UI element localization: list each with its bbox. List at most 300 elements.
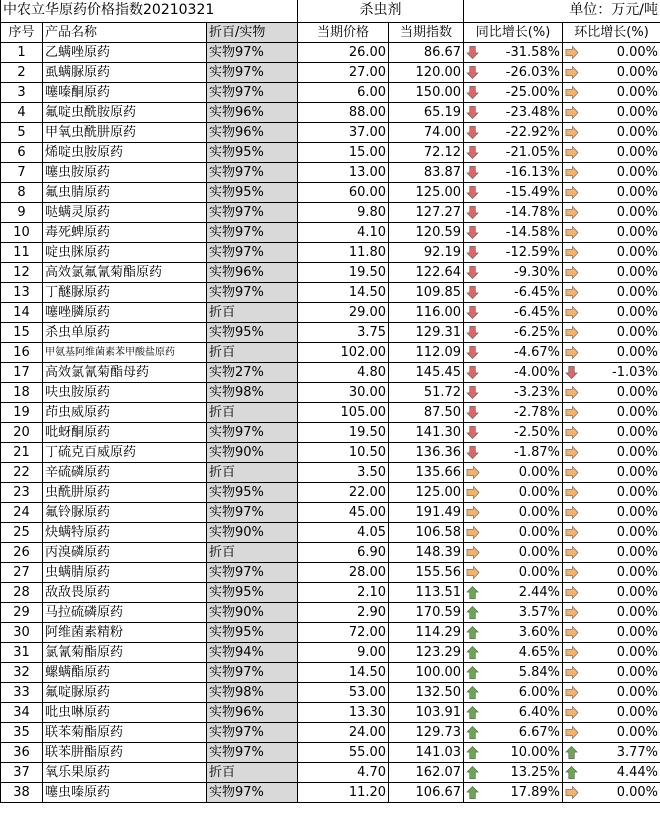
up-arrow-icon	[466, 605, 480, 620]
row-index: 38	[1, 782, 43, 802]
yoy-change-value: -9.30%	[514, 264, 561, 280]
product-unit: 实物95%	[207, 622, 298, 642]
row-index: 29	[1, 602, 43, 622]
mom-change	[563, 782, 660, 802]
yoy-change	[464, 382, 563, 402]
yoy-change	[464, 782, 563, 802]
product-name: 乙螨唑原药	[43, 42, 207, 62]
yoy-change	[464, 502, 563, 522]
product-unit: 折百	[207, 302, 298, 322]
product-name: 哒螨灵原药	[43, 202, 207, 222]
current-index: 145.45	[389, 362, 464, 382]
right-arrow-icon	[565, 265, 579, 280]
header-yoy: 同比增长(%)	[464, 22, 563, 42]
current-price: 53.00	[298, 682, 389, 702]
mom-change	[563, 62, 660, 82]
yoy-change	[464, 622, 563, 642]
current-price: 3.75	[298, 322, 389, 342]
product-unit: 实物97%	[207, 662, 298, 682]
current-index: 83.87	[389, 162, 464, 182]
row-index: 17	[1, 362, 43, 382]
product-unit: 实物97%	[207, 42, 298, 62]
table-row	[1, 342, 660, 362]
mom-change	[563, 262, 660, 282]
table-row	[1, 742, 660, 762]
current-index: 65.19	[389, 102, 464, 122]
table-row	[1, 202, 660, 222]
product-name: 螺螨酯原药	[43, 662, 207, 682]
up-arrow-icon	[466, 765, 480, 780]
current-index: 72.12	[389, 142, 464, 162]
yoy-change-value: 0.00%	[518, 484, 561, 500]
down-arrow-icon	[466, 205, 480, 220]
current-price: 45.00	[298, 502, 389, 522]
down-arrow-icon	[466, 345, 480, 360]
mom-change-value: 0.00%	[616, 624, 659, 640]
yoy-change	[464, 582, 563, 602]
current-index: 109.85	[389, 282, 464, 302]
mom-change	[563, 422, 660, 442]
product-unit: 实物98%	[207, 682, 298, 702]
current-price: 6.90	[298, 542, 389, 562]
table-row	[1, 622, 660, 642]
mom-change-value: 0.00%	[616, 144, 659, 160]
table-row	[1, 462, 660, 482]
row-index: 33	[1, 682, 43, 702]
product-name: 敌敌畏原药	[43, 582, 207, 602]
yoy-change	[464, 222, 563, 242]
mom-change	[563, 602, 660, 622]
product-name: 联苯肼酯原药	[43, 742, 207, 762]
current-price: 3.50	[298, 462, 389, 482]
current-index: 141.03	[389, 742, 464, 762]
mom-change-value: 0.00%	[616, 84, 659, 100]
table-row	[1, 102, 660, 122]
right-arrow-icon	[565, 585, 579, 600]
product-unit: 实物97%	[207, 282, 298, 302]
header-row	[1, 22, 660, 42]
yoy-change	[464, 642, 563, 662]
table-row	[1, 242, 660, 262]
mom-change-value: 0.00%	[616, 784, 659, 800]
current-price: 88.00	[298, 102, 389, 122]
table-row	[1, 422, 660, 442]
down-arrow-icon	[466, 185, 480, 200]
right-arrow-icon	[565, 465, 579, 480]
current-price: 10.50	[298, 442, 389, 462]
table-row	[1, 62, 660, 82]
current-index: 87.50	[389, 402, 464, 422]
yoy-change-value: -21.05%	[505, 144, 561, 160]
right-arrow-icon	[466, 465, 480, 480]
product-name: 氯氰菊酯原药	[43, 642, 207, 662]
product-name: 虫螨腈原药	[43, 562, 207, 582]
table-row	[1, 402, 660, 422]
yoy-change-value: 10.00%	[510, 744, 561, 760]
yoy-change-value: 0.00%	[518, 564, 561, 580]
current-index: 106.67	[389, 782, 464, 802]
mom-change	[563, 222, 660, 242]
current-price: 29.00	[298, 302, 389, 322]
current-price: 24.00	[298, 722, 389, 742]
yoy-change-value: -15.49%	[505, 184, 561, 200]
right-arrow-icon	[466, 565, 480, 580]
table-row	[1, 182, 660, 202]
yoy-change-value: -22.92%	[505, 124, 561, 140]
table-row	[1, 582, 660, 602]
product-name: 吡虫啉原药	[43, 702, 207, 722]
current-price: 19.50	[298, 262, 389, 282]
mom-change	[563, 582, 660, 602]
row-index: 19	[1, 402, 43, 422]
mom-change-value: 0.00%	[616, 344, 659, 360]
row-index: 14	[1, 302, 43, 322]
product-unit: 实物97%	[207, 242, 298, 262]
current-price: 13.00	[298, 162, 389, 182]
product-name: 甲氧虫酰肼原药	[43, 122, 207, 142]
product-unit: 实物95%	[207, 582, 298, 602]
mom-change	[563, 382, 660, 402]
mom-change-value: 0.00%	[616, 244, 659, 260]
yoy-change-value: 0.00%	[518, 464, 561, 480]
yoy-change	[464, 682, 563, 702]
up-arrow-icon	[466, 745, 480, 760]
product-name: 啶虫脒原药	[43, 242, 207, 262]
row-index: 1	[1, 42, 43, 62]
mom-change	[563, 342, 660, 362]
mom-change-value: 0.00%	[616, 204, 659, 220]
product-unit: 实物97%	[207, 202, 298, 222]
down-arrow-icon	[466, 325, 480, 340]
category-label: 杀虫剂	[298, 0, 464, 22]
product-name: 甲氨基阿维菌素苯甲酸盐原药	[43, 342, 207, 362]
table-row	[1, 522, 660, 542]
product-name: 杀虫单原药	[43, 322, 207, 342]
table-row	[1, 562, 660, 582]
right-arrow-icon	[565, 45, 579, 60]
row-index: 4	[1, 102, 43, 122]
title-row	[1, 0, 660, 22]
yoy-change-value: -16.13%	[505, 164, 561, 180]
current-price: 28.00	[298, 562, 389, 582]
product-name: 烯啶虫胺原药	[43, 142, 207, 162]
current-index: 103.91	[389, 702, 464, 722]
current-index: 129.73	[389, 722, 464, 742]
product-name: 噻嗪酮原药	[43, 82, 207, 102]
yoy-change	[464, 182, 563, 202]
yoy-change-value: 6.40%	[518, 704, 561, 720]
right-arrow-icon	[565, 785, 579, 800]
yoy-change-value: -14.58%	[505, 224, 561, 240]
product-unit: 折百	[207, 342, 298, 362]
right-arrow-icon	[565, 625, 579, 640]
table-row	[1, 602, 660, 622]
right-arrow-icon	[565, 525, 579, 540]
mom-change-value: 0.00%	[616, 664, 659, 680]
row-index: 35	[1, 722, 43, 742]
product-name: 丁硫克百威原药	[43, 442, 207, 462]
row-index: 15	[1, 322, 43, 342]
row-index: 6	[1, 142, 43, 162]
product-name: 辛硫磷原药	[43, 462, 207, 482]
current-price: 4.05	[298, 522, 389, 542]
yoy-change-value: 5.84%	[518, 664, 561, 680]
right-arrow-icon	[565, 245, 579, 260]
yoy-change-value: 0.00%	[518, 504, 561, 520]
table-row	[1, 82, 660, 102]
mom-change-value: 0.00%	[616, 644, 659, 660]
yoy-change-value: 6.67%	[518, 724, 561, 740]
mom-change	[563, 42, 660, 62]
mom-change	[563, 282, 660, 302]
product-unit: 折百	[207, 462, 298, 482]
up-arrow-icon	[565, 765, 579, 780]
current-index: 106.58	[389, 522, 464, 542]
yoy-change	[464, 142, 563, 162]
right-arrow-icon	[565, 505, 579, 520]
right-arrow-icon	[466, 525, 480, 540]
right-arrow-icon	[565, 645, 579, 660]
yoy-change-value: -23.48%	[505, 104, 561, 120]
yoy-change-value: 3.60%	[518, 624, 561, 640]
current-index: 51.72	[389, 382, 464, 402]
right-arrow-icon	[565, 185, 579, 200]
mom-change-value: 0.00%	[616, 104, 659, 120]
up-arrow-icon	[466, 665, 480, 680]
header-name: 产品名称	[43, 22, 207, 42]
mom-change-value: 0.00%	[616, 124, 659, 140]
yoy-change	[464, 282, 563, 302]
current-price: 4.80	[298, 362, 389, 382]
table-row	[1, 482, 660, 502]
mom-change-value: 0.00%	[616, 564, 659, 580]
product-unit: 实物97%	[207, 62, 298, 82]
product-unit: 实物95%	[207, 482, 298, 502]
yoy-change-value: -4.67%	[514, 344, 561, 360]
table-row	[1, 722, 660, 742]
current-price: 60.00	[298, 182, 389, 202]
yoy-change-value: -12.59%	[505, 244, 561, 260]
down-arrow-icon	[466, 65, 480, 80]
yoy-change	[464, 302, 563, 322]
yoy-change	[464, 242, 563, 262]
product-name: 丙溴磷原药	[43, 542, 207, 562]
mom-change-value: 0.00%	[616, 584, 659, 600]
row-index: 37	[1, 762, 43, 782]
table-row	[1, 382, 660, 402]
current-price: 11.20	[298, 782, 389, 802]
yoy-change	[464, 462, 563, 482]
table-row	[1, 642, 660, 662]
mom-change-value: 0.00%	[616, 384, 659, 400]
product-name: 氟铃脲原药	[43, 502, 207, 522]
product-name: 高效氯氰菊酯母药	[43, 362, 207, 382]
yoy-change	[464, 602, 563, 622]
yoy-change	[464, 742, 563, 762]
row-index: 9	[1, 202, 43, 222]
yoy-change	[464, 402, 563, 422]
current-index: 132.50	[389, 682, 464, 702]
mom-change-value: 4.44%	[616, 764, 659, 780]
mom-change-value: 3.77%	[616, 744, 659, 760]
mom-change	[563, 762, 660, 782]
yoy-change-value: 0.00%	[518, 544, 561, 560]
down-arrow-icon	[466, 385, 480, 400]
mom-change-value: 0.00%	[616, 504, 659, 520]
row-index: 7	[1, 162, 43, 182]
down-arrow-icon	[466, 365, 480, 380]
mom-change	[563, 202, 660, 222]
yoy-change	[464, 202, 563, 222]
mom-change-value: 0.00%	[616, 264, 659, 280]
current-index: 116.00	[389, 302, 464, 322]
row-index: 8	[1, 182, 43, 202]
yoy-change-value: -6.25%	[514, 324, 561, 340]
product-name: 丁醚脲原药	[43, 282, 207, 302]
current-price: 13.30	[298, 702, 389, 722]
product-unit: 实物98%	[207, 382, 298, 402]
product-unit: 折百	[207, 542, 298, 562]
row-index: 20	[1, 422, 43, 442]
yoy-change	[464, 722, 563, 742]
current-price: 4.10	[298, 222, 389, 242]
mom-change	[563, 162, 660, 182]
current-price: 72.00	[298, 622, 389, 642]
mom-change-value: 0.00%	[616, 44, 659, 60]
product-name: 氟啶脲原药	[43, 682, 207, 702]
mom-change	[563, 362, 660, 382]
down-arrow-icon	[466, 285, 480, 300]
mom-change	[563, 742, 660, 762]
product-unit: 折百	[207, 402, 298, 422]
row-index: 32	[1, 662, 43, 682]
mom-change	[563, 462, 660, 482]
mom-change	[563, 182, 660, 202]
down-arrow-icon	[466, 45, 480, 60]
current-index: 122.64	[389, 262, 464, 282]
current-index: 74.00	[389, 122, 464, 142]
yoy-change	[464, 482, 563, 502]
product-name: 噻虫胺原药	[43, 162, 207, 182]
row-index: 21	[1, 442, 43, 462]
product-unit: 实物95%	[207, 182, 298, 202]
current-index: 127.27	[389, 202, 464, 222]
header-index: 当期指数	[389, 22, 464, 42]
current-price: 105.00	[298, 402, 389, 422]
current-index: 113.51	[389, 582, 464, 602]
yoy-change-value: 2.44%	[518, 584, 561, 600]
mom-change	[563, 722, 660, 742]
yoy-change	[464, 362, 563, 382]
product-unit: 实物97%	[207, 222, 298, 242]
right-arrow-icon	[565, 485, 579, 500]
mom-change	[563, 402, 660, 422]
yoy-change-value: -4.00%	[514, 364, 561, 380]
unit-label: 单位：万元/吨	[464, 0, 660, 22]
current-index: 123.29	[389, 642, 464, 662]
table-row	[1, 542, 660, 562]
table-row	[1, 682, 660, 702]
mom-change	[563, 442, 660, 462]
right-arrow-icon	[565, 345, 579, 360]
mom-change-value: 0.00%	[616, 444, 659, 460]
product-unit: 实物97%	[207, 82, 298, 102]
current-price: 9.00	[298, 642, 389, 662]
current-price: 26.00	[298, 42, 389, 62]
up-arrow-icon	[466, 685, 480, 700]
product-unit: 实物96%	[207, 102, 298, 122]
right-arrow-icon	[565, 225, 579, 240]
row-index: 10	[1, 222, 43, 242]
up-arrow-icon	[466, 625, 480, 640]
current-index: 162.07	[389, 762, 464, 782]
right-arrow-icon	[565, 385, 579, 400]
current-index: 155.56	[389, 562, 464, 582]
yoy-change-value: 13.25%	[510, 764, 561, 780]
current-price: 6.00	[298, 82, 389, 102]
yoy-change	[464, 162, 563, 182]
product-name: 茚虫威原药	[43, 402, 207, 422]
table-row	[1, 282, 660, 302]
down-arrow-icon	[466, 85, 480, 100]
yoy-change	[464, 542, 563, 562]
down-arrow-icon	[466, 245, 480, 260]
product-unit: 实物97%	[207, 422, 298, 442]
yoy-change	[464, 442, 563, 462]
product-name: 吡蚜酮原药	[43, 422, 207, 442]
product-name: 高效氯氟氰菊酯原药	[43, 262, 207, 282]
yoy-change-value: 3.57%	[518, 604, 561, 620]
yoy-change-value: -31.58%	[505, 44, 561, 60]
yoy-change	[464, 562, 563, 582]
down-arrow-icon	[466, 445, 480, 460]
table-row	[1, 702, 660, 722]
table-row	[1, 302, 660, 322]
product-unit: 实物95%	[207, 322, 298, 342]
product-unit: 实物97%	[207, 722, 298, 742]
yoy-change	[464, 422, 563, 442]
mom-change-value: 0.00%	[616, 184, 659, 200]
current-index: 135.66	[389, 462, 464, 482]
mom-change-value: 0.00%	[616, 324, 659, 340]
product-unit: 实物97%	[207, 562, 298, 582]
table-row	[1, 42, 660, 62]
table-row	[1, 162, 660, 182]
row-index: 27	[1, 562, 43, 582]
right-arrow-icon	[565, 665, 579, 680]
right-arrow-icon	[565, 205, 579, 220]
current-index: 114.29	[389, 622, 464, 642]
table-row	[1, 442, 660, 462]
yoy-change	[464, 662, 563, 682]
current-index: 125.00	[389, 482, 464, 502]
mom-change-value: 0.00%	[616, 464, 659, 480]
product-name: 马拉硫磷原药	[43, 602, 207, 622]
right-arrow-icon	[565, 165, 579, 180]
header-price: 当期价格	[298, 22, 389, 42]
row-index: 36	[1, 742, 43, 762]
up-arrow-icon	[466, 725, 480, 740]
right-arrow-icon	[565, 425, 579, 440]
mom-change	[563, 622, 660, 642]
header-unit: 折百/实物	[207, 22, 298, 42]
yoy-change	[464, 522, 563, 542]
yoy-change-value: -6.45%	[514, 284, 561, 300]
product-unit: 实物97%	[207, 502, 298, 522]
yoy-change-value: -14.78%	[505, 204, 561, 220]
row-index: 12	[1, 262, 43, 282]
down-arrow-icon	[466, 125, 480, 140]
